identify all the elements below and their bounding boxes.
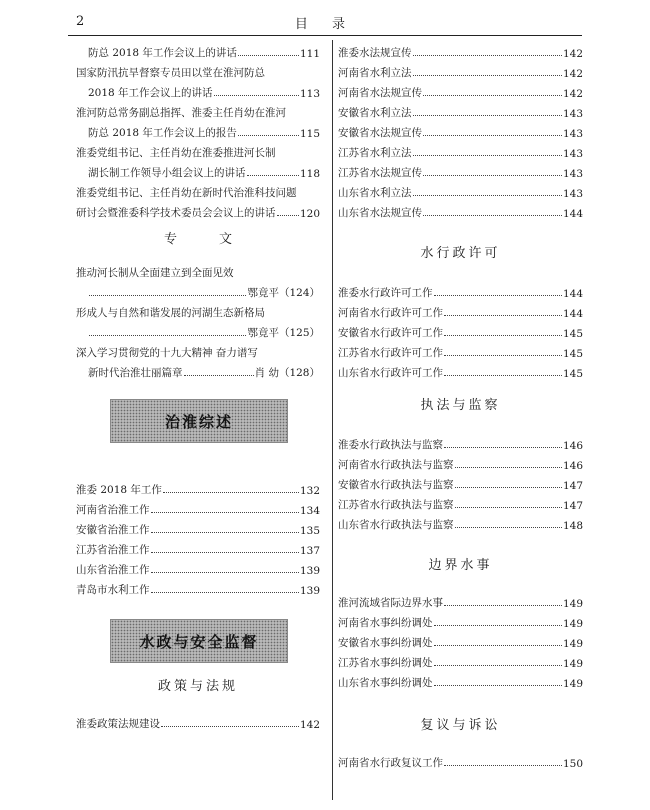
dot-leader — [455, 467, 562, 468]
toc-entry-page: 鄂竟平（124） — [247, 287, 320, 299]
toc-entry-title: 安徽省水利立法 — [338, 107, 412, 119]
toc-entry-title: 淮委政策法规建设 — [76, 718, 160, 730]
toc-entry-page: 148 — [562, 520, 583, 532]
section-banner: 治淮综述 — [110, 399, 288, 443]
toc-entry-title: 新时代治淮壮丽篇章 — [88, 367, 183, 379]
toc-entry — [76, 280, 320, 300]
toc-entry-title: 淮委水行政执法与监察 — [338, 439, 443, 451]
toc-entry-title: 防总 2018 年工作会议上的讲话 — [88, 47, 237, 59]
toc-entry — [76, 557, 320, 577]
toc-entry — [76, 497, 320, 517]
toc-entry-page: 142 — [562, 88, 583, 100]
toc-entry-page: 111 — [299, 48, 320, 60]
toc-entry — [338, 432, 583, 452]
toc-entry — [338, 340, 583, 360]
toc-entry-page: 137 — [299, 545, 320, 557]
toc-entry-title: 安徽省水行政执法与监察 — [338, 479, 454, 491]
toc-entry-page: 146 — [562, 440, 583, 452]
toc-entry — [76, 120, 320, 140]
toc-group — [76, 711, 320, 731]
dot-leader — [444, 765, 562, 766]
right-column — [338, 40, 583, 770]
toc-entry — [338, 492, 583, 512]
toc-entry — [76, 40, 320, 60]
toc-entry — [76, 160, 320, 180]
dot-leader — [413, 155, 562, 156]
toc-entry — [338, 80, 583, 100]
dot-leader — [444, 335, 562, 336]
dot-leader — [161, 726, 299, 727]
toc-entry-page: 143 — [562, 188, 583, 200]
dot-leader — [151, 552, 299, 553]
toc-entry-title: 山东省水法规宣传 — [338, 207, 422, 219]
toc-entry — [338, 750, 583, 770]
toc-entry-page: 143 — [562, 108, 583, 120]
section-banner: 水政与安全监督 — [110, 619, 288, 663]
toc-entry-page: 113 — [299, 88, 320, 100]
dot-leader — [455, 507, 562, 508]
dot-leader — [151, 532, 299, 533]
toc-entry-title: 河南省水行政执法与监察 — [338, 459, 454, 471]
toc-entry-page: 135 — [299, 525, 320, 537]
toc-entry-page: 134 — [299, 505, 320, 517]
toc-entry-title: 江苏省水利立法 — [338, 147, 412, 159]
toc-entry-page: 120 — [299, 208, 320, 220]
toc-group — [76, 477, 320, 597]
toc-entry-title: 安徽省水事纠纷调处 — [338, 637, 433, 649]
toc-entry-line: 淮河防总常务副总指挥、淮委主任肖幼在淮河 — [76, 107, 286, 119]
toc-entry — [76, 200, 320, 220]
toc-entry-page: 142 — [562, 48, 583, 60]
toc-entry — [338, 120, 583, 140]
dot-leader — [423, 215, 562, 216]
toc-entry-line: 淮委党组书记、主任肖幼在新时代治淮科技问题 — [76, 187, 297, 199]
toc-entry — [76, 537, 320, 557]
toc-entry — [338, 472, 583, 492]
toc-entry-title: 山东省治淮工作 — [76, 564, 150, 576]
dot-leader — [444, 447, 562, 448]
header-rule — [68, 35, 582, 36]
toc-entry-title: 山东省水行政执法与监察 — [338, 519, 454, 531]
toc-entry — [338, 650, 583, 670]
dot-leader — [434, 665, 562, 666]
toc-entry-title: 江苏省治淮工作 — [76, 544, 150, 556]
toc-entry — [338, 180, 583, 200]
toc-entry-page: 144 — [562, 208, 583, 220]
dot-leader — [444, 355, 562, 356]
toc-entry-title: 研讨会暨淮委科学技术委员会会议上的讲话 — [76, 207, 276, 219]
toc-entry-page: 147 — [562, 500, 583, 512]
dot-leader — [151, 572, 299, 573]
toc-entry-title: 淮委水法规宣传 — [338, 47, 412, 59]
dot-leader — [423, 135, 562, 136]
toc-entry-line: 国家防汛抗旱督察专员田以堂在淮河防总 — [76, 67, 265, 79]
dot-leader — [413, 55, 562, 56]
toc-entry-title: 山东省水事纠纷调处 — [338, 677, 433, 689]
toc-entry-page: 143 — [562, 168, 583, 180]
section-heading: 复议与诉讼 — [420, 718, 501, 733]
toc-entry — [338, 360, 583, 380]
toc-entry-page: 肖 幼（128） — [254, 367, 320, 379]
toc-entry — [76, 80, 320, 100]
toc-entry — [338, 630, 583, 650]
toc-entry-title: 2018 年工作会议上的讲话 — [88, 87, 213, 99]
toc-entry-title: 河南省治淮工作 — [76, 504, 150, 516]
toc-entry-page: 115 — [299, 128, 320, 140]
toc-entry — [76, 320, 320, 340]
toc-entry-title: 青岛市水利工作 — [76, 584, 150, 596]
toc-entry-page: 149 — [562, 618, 583, 630]
dot-leader — [455, 527, 562, 528]
dot-leader — [434, 295, 562, 296]
toc-entry-title: 山东省水利立法 — [338, 187, 412, 199]
toc-entry-title: 安徽省水法规宣传 — [338, 127, 422, 139]
toc-entry-page: 145 — [562, 328, 583, 340]
page-number: 2 — [76, 14, 85, 29]
toc-entry-line: 推动河长制从全面建立到全面见效 — [76, 267, 234, 279]
toc-entry-page: 132 — [299, 485, 320, 497]
left-column — [76, 40, 320, 731]
dot-leader — [434, 645, 562, 646]
toc-entry-page: 118 — [299, 168, 320, 180]
toc-entry-title: 山东省水行政许可工作 — [338, 367, 443, 379]
dot-leader — [247, 175, 299, 176]
toc-entry-page: 146 — [562, 460, 583, 472]
toc-entry-title: 江苏省水法规宣传 — [338, 167, 422, 179]
toc-entry-title: 淮河流域省际边界水事 — [338, 597, 443, 609]
toc-entry-title: 防总 2018 年工作会议上的报告 — [88, 127, 237, 139]
toc-entry — [338, 40, 583, 60]
toc-group — [338, 40, 583, 220]
toc-entry-page: 147 — [562, 480, 583, 492]
toc-entry-title: 安徽省水行政许可工作 — [338, 327, 443, 339]
toc-group — [338, 590, 583, 690]
dot-leader — [151, 592, 299, 593]
toc-entry — [338, 320, 583, 340]
toc-entry-page: 149 — [562, 598, 583, 610]
dot-leader — [238, 55, 299, 56]
toc-group — [338, 280, 583, 380]
dot-leader — [184, 375, 254, 376]
toc-entry-title: 淮委水行政许可工作 — [338, 287, 433, 299]
toc-entry — [338, 670, 583, 690]
toc-group — [338, 432, 583, 532]
toc-entry — [338, 160, 583, 180]
toc-entry — [338, 300, 583, 320]
dot-leader — [277, 215, 299, 216]
toc-entry — [338, 590, 583, 610]
toc-entry-page: 144 — [562, 288, 583, 300]
dot-leader — [151, 512, 299, 513]
toc-entry-title: 安徽省治淮工作 — [76, 524, 150, 536]
toc-entry-page: 149 — [562, 638, 583, 650]
toc-entry — [338, 452, 583, 472]
dot-leader — [423, 175, 562, 176]
dot-leader — [214, 95, 299, 96]
toc-entry — [338, 610, 583, 630]
toc-entry-title: 湖长制工作领导小组会议上的讲话 — [88, 167, 246, 179]
dot-leader — [413, 115, 562, 116]
toc-entry — [338, 100, 583, 120]
toc-entry-title: 江苏省水行政许可工作 — [338, 347, 443, 359]
toc-entry-page: 150 — [562, 758, 583, 770]
dot-leader — [434, 685, 562, 686]
toc-group — [76, 260, 320, 380]
toc-entry-title: 江苏省水行政执法与监察 — [338, 499, 454, 511]
toc-entry-title: 河南省水法规宣传 — [338, 87, 422, 99]
dot-leader — [444, 605, 562, 606]
toc-entry-title: 河南省水行政许可工作 — [338, 307, 443, 319]
toc-entry — [338, 60, 583, 80]
toc-entry-page: 139 — [299, 565, 320, 577]
toc-entry-line: 深入学习贯彻党的十九大精神 奋力谱写 — [76, 347, 258, 359]
toc-entry-page: 142 — [562, 68, 583, 80]
toc-entry-line: 淮委党组书记、主任肖幼在淮委推进河长制 — [76, 147, 276, 159]
toc-entry — [76, 517, 320, 537]
toc-entry — [338, 512, 583, 532]
dot-leader — [423, 95, 562, 96]
toc-entry-page: 鄂竟平（125） — [247, 327, 320, 339]
toc-group — [338, 750, 583, 770]
toc-group — [76, 40, 320, 220]
dot-leader — [413, 195, 562, 196]
toc-entry — [338, 280, 583, 300]
dot-leader — [238, 135, 299, 136]
dot-leader — [163, 492, 299, 493]
toc-entry — [76, 360, 320, 380]
toc-entry-page: 143 — [562, 148, 583, 160]
dot-leader — [89, 295, 246, 296]
toc-entry-title: 江苏省水事纠纷调处 — [338, 657, 433, 669]
toc-entry-title: 淮委 2018 年工作 — [76, 484, 162, 496]
toc-entry-line: 形成人与自然和谐发展的河湖生态新格局 — [76, 307, 265, 319]
toc-entry-page: 139 — [299, 585, 320, 597]
toc-entry — [76, 711, 320, 731]
running-header-title: 目 录 — [294, 17, 356, 32]
section-heading: 边界水事 — [428, 558, 493, 573]
dot-leader — [444, 375, 562, 376]
toc-entry-page: 143 — [562, 128, 583, 140]
toc-entry-page: 142 — [299, 719, 320, 731]
section-heading: 执法与监察 — [420, 398, 501, 413]
toc-entry-title: 河南省水利立法 — [338, 67, 412, 79]
toc-entry-page: 144 — [562, 308, 583, 320]
toc-entry — [76, 577, 320, 597]
section-heading: 政策与法规 — [157, 679, 238, 694]
section-heading: 专文 — [163, 232, 274, 247]
dot-leader — [434, 625, 562, 626]
toc-entry-title: 河南省水行政复议工作 — [338, 757, 443, 769]
toc-entry-page: 149 — [562, 678, 583, 690]
dot-leader — [413, 75, 562, 76]
toc-entry-title: 河南省水事纠纷调处 — [338, 617, 433, 629]
toc-entry-page: 145 — [562, 348, 583, 360]
toc-entry-page: 145 — [562, 368, 583, 380]
dot-leader — [89, 335, 246, 336]
section-heading: 水行政许可 — [420, 246, 501, 261]
toc-entry — [76, 477, 320, 497]
toc-entry — [338, 140, 583, 160]
toc-entry-page: 149 — [562, 658, 583, 670]
column-divider — [332, 40, 333, 800]
dot-leader — [455, 487, 562, 488]
toc-entry — [338, 200, 583, 220]
dot-leader — [444, 315, 562, 316]
